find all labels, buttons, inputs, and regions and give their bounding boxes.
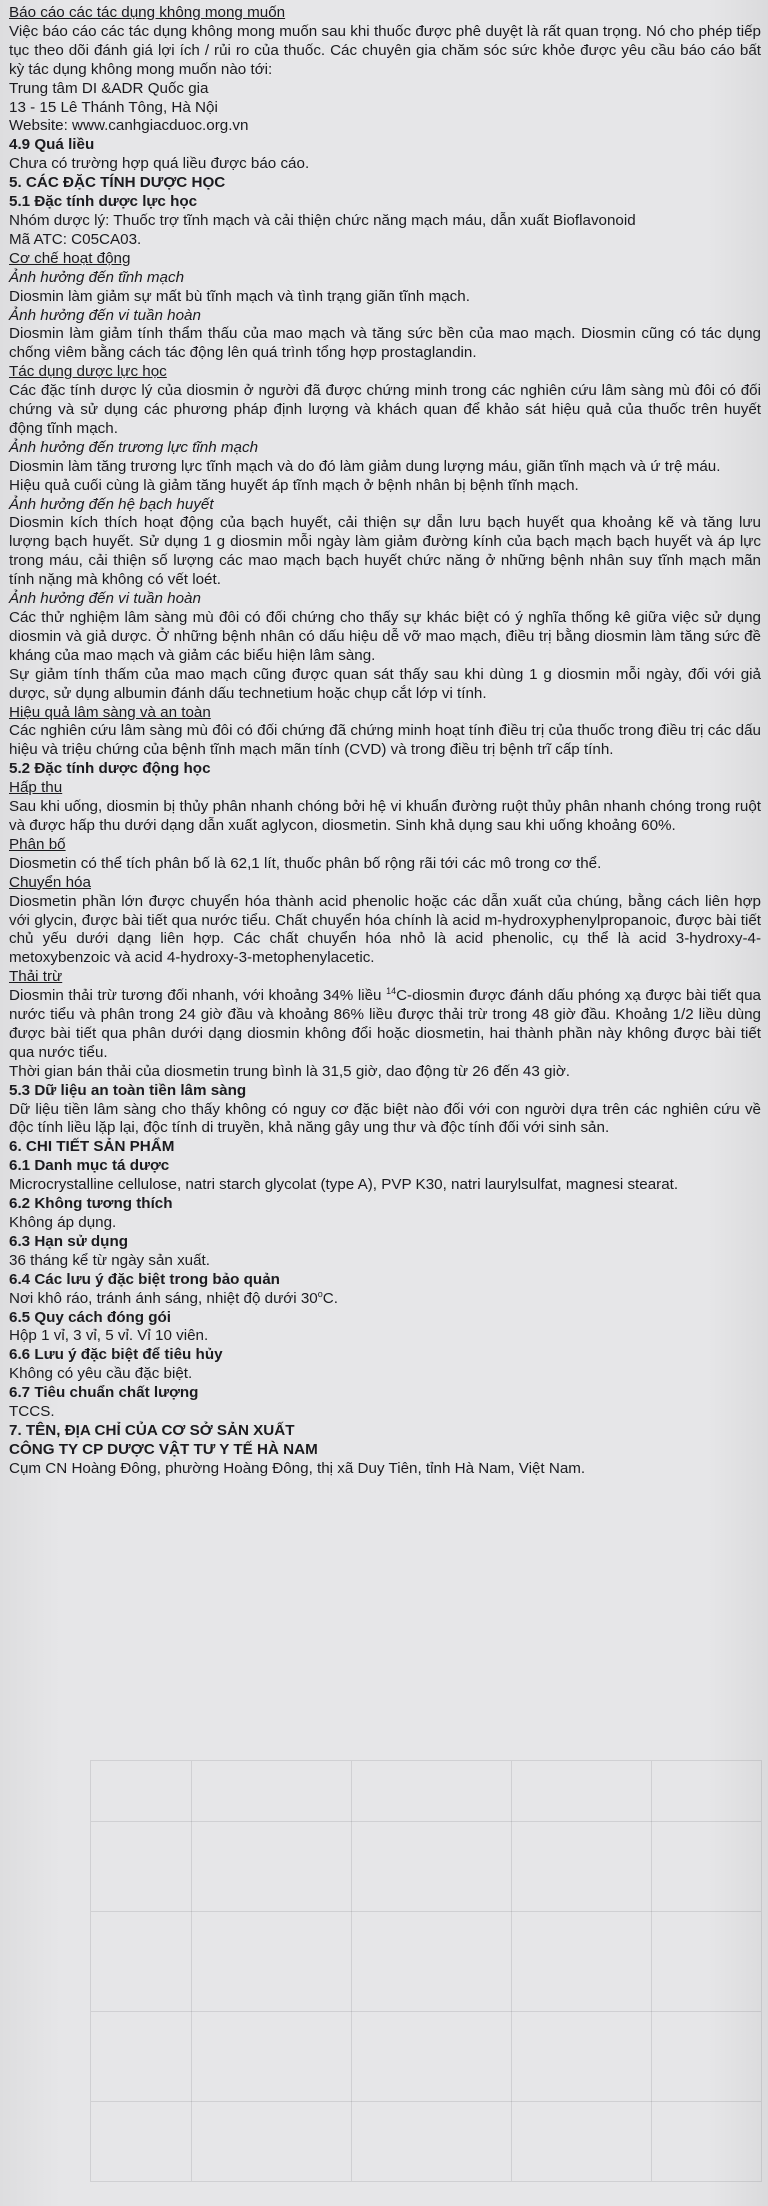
section-6-6-title: 6.6 Lưu ý đặc biệt để tiêu hủy [9, 1346, 223, 1364]
venous-tone-title: Ảnh hưởng đến trương lực tĩnh mạch [9, 438, 259, 456]
clinical-efficacy-body: Các nghiên cứu lâm sàng mù đôi có đối chứng đã chứng minh hoạt tính điều trị của thuốc trong điều trị các dấu hiệu và triệu chứng của bệnh tĩnh mạch mãn tính (CVD) và trong điều trị bệnh trĩ cấp tính. [9, 722, 761, 759]
section-6-3-title: 6.3 Hạn sử dụng [9, 1232, 129, 1250]
storage-body-part-2: C. [322, 1289, 338, 1307]
elimination-body [9, 987, 761, 1063]
venous-effect-body: Diosmin làm giảm sự mất bù tĩnh mạch và tình trạng giãn tĩnh mạch. [9, 287, 470, 305]
absorption-title: Hấp thu [9, 779, 63, 797]
report-center: Trung tâm DI &ADR Quốc gia [9, 79, 209, 97]
microcirculation-2-body-2: Sự giảm tính thấm của mao mạch cũng được quan sát thấy sau khi dùng 1 g diosmin mỗi ngày, đối với giả dược, sử dụng albumin đánh dấu technetium hoặc chụp cắt lớp vi tính. [9, 665, 761, 702]
venous-tone-result: Hiệu quả cuối cùng là giảm tăng huyết áp tĩnh mạch ở bệnh nhân bị bệnh tĩnh mạch. [9, 476, 579, 494]
clinical-efficacy-title: Hiệu quả lâm sàng và an toàn [9, 703, 211, 721]
section-6-5-title: 6.5 Quy cách đóng gói [9, 1308, 172, 1326]
absorption-body: Sau khi uống, diosmin bị thủy phân nhanh chóng bởi hệ vi khuẩn đường ruột thủy phân nhanh chóng trong ruột và được hấp thu dưới dạng dẫn xuất aglycon, diosmetin. Sinh khả dụng sau khi uống khoảng 60%. [9, 798, 761, 834]
microcirculation-title: Ảnh hưởng đến vi tuần hoàn [9, 306, 201, 324]
pharmacologic-group: Nhóm dược lý: Thuốc trợ tĩnh mạch và cải thiện chức năng mạch máu, dẫn xuất Bioflavonoid [9, 211, 636, 229]
manufacturer-name: CÔNG TY CP DƯỢC VẬT TƯ Y TẾ HÀ NAM [9, 1440, 318, 1458]
section-5-3-title: 5.3 Dữ liệu an toàn tiền lâm sàng [9, 1081, 247, 1099]
degree-superscript: o [317, 1288, 323, 1299]
mechanism-title: Cơ chế hoạt động [9, 249, 131, 267]
section-6-6-body: Không có yêu cầu đặc biệt. [9, 1365, 193, 1383]
microcirculation-body: Diosmin làm giảm tính thẩm thấu của mao mạch và tăng sức bền của mao mạch. Diosmin cũng có tác dụng chống viêm bằng cách tác động lên quá trình tổng hợp prostaglandin. [9, 325, 761, 362]
section-6-title: 6. CHI TIẾT SẢN PHẨM [9, 1138, 175, 1156]
reverse-side-table-bleed-through [90, 1760, 762, 2182]
section-6-1-body: Microcrystalline cellulose, natri starch glycolat (type A), PVP K30, natri laurylsulfat, magnesi stearat. [9, 1176, 679, 1194]
lymphatic-effect-body: Diosmin kích thích hoạt động của bạch huyết, cải thiện sự dẫn lưu bạch huyết qua khoảng kẽ và tăng lưu lượng bạch huyết. Sử dụng 1 g diosmin mỗi ngày làm giảm đường kính của bạch mạch bạch huyết và áp lực trong máu, cải thiện số lượng các mao mạch bạch huyết chức năng ở những bệnh nhân suy tĩnh mạch mãn tính nặng mà không có vết loét. [9, 514, 761, 589]
pharmacodynamic-effects-body: Các đặc tính dược lý của diosmin ở người đã được chứng minh trong các nghiên cứu lâm sàng mù đôi có đối chứng và sử dụng các phương pháp định lượng và khách quan để khảo sát hiệu quả của thuốc trên huyết động tĩnh mạch. [9, 382, 761, 437]
section-5-2-title: 5.2 Đặc tính dược động học [9, 760, 211, 778]
elimination-title: Thải trừ [9, 968, 63, 986]
metabolism-body: Diosmetin phần lớn được chuyển hóa thành acid phenolic hoặc các dẫn xuất của chúng, bằng cách liên hợp với glycin, được bài tiết qua nước tiểu. Chất chuyển hóa chính là acid m-hydroxyphenylpropanoic, được bài tiết chủ yếu dưới dạng liên hợp. Các chất chuyển hóa nhỏ là acid phenolic, cụ thể là acid 3-hydroxy-4-metoxybenzoic và acid 4-hydroxy-3-metophenylacetic. [9, 892, 761, 967]
venous-tone-body: Diosmin làm tăng trương lực tĩnh mạch và do đó làm giảm dung lượng máu, giãn tĩnh mạch và ứ trệ máu. [9, 457, 721, 475]
section-5-1-title: 5.1 Đặc tính dược lực học [9, 193, 198, 211]
pharmacodynamic-effects-title: Tác dụng dược lực học [9, 363, 167, 381]
distribution-body: Diosmetin có thể tích phân bố là 62,1 lít, thuốc phân bố rộng rãi tới các mô trong cơ thể. [9, 854, 602, 872]
atc-code: Mã ATC: C05CA03. [9, 230, 142, 248]
section-6-5-body: Hộp 1 vỉ, 3 vỉ, 5 vỉ. Vỉ 10 viên. [9, 1327, 209, 1345]
section-6-3-body: 36 tháng kể từ ngày sản xuất. [9, 1251, 210, 1269]
section-5-title: 5. CÁC ĐẶC TÍNH DƯỢC HỌC [9, 174, 226, 192]
section-6-2-body: Không áp dụng. [9, 1214, 117, 1231]
section-4-9-title: 4.9 Quá liều [9, 136, 95, 154]
report-website: Website: www.canhgiacduoc.org.vn [9, 117, 249, 135]
storage-body-part-1: Nơi khô ráo, tránh ánh sáng, nhiệt độ dưới 30 [9, 1289, 318, 1307]
section-6-2-title: 6.2 Không tương thích [9, 1195, 173, 1213]
report-body: Việc báo cáo các tác dụng không mong muốn sau khi thuốc được phê duyệt là rất quan trọng. Nó cho phép tiếp tục theo dõi đánh giá lợi ích / rủi ro của thuốc. Các chuyên gia chăm sóc sức khỏe được yêu cầu báo cáo bất kỳ tác dụng không mong muốn nào tới: [9, 22, 761, 78]
section-6-1-title: 6.1 Danh mục tá dược [9, 1157, 170, 1175]
section-6-7-title: 6.7 Tiêu chuẩn chất lượng [9, 1384, 199, 1402]
microcirculation-2-body: Các thử nghiệm lâm sàng mù đôi có đối chứng cho thấy sự khác biệt có ý nghĩa thống kê giữa việc sử dụng diosmin và giả dược. Ở những bệnh nhân có dấu hiệu dễ vỡ mao mạch, điều trị bằng diosmin làm tăng sức đề kháng của mao mạch và giảm các biểu hiện lâm sàng. [9, 609, 761, 664]
section-6-7-body: TCCS. [9, 1403, 55, 1421]
section-4-9-body: Chưa có trường hợp quá liều được báo cáo. [9, 155, 310, 173]
section-7-title: 7. TÊN, ĐỊA CHỈ CỦA CƠ SỞ SẢN XUẤT [9, 1421, 295, 1439]
leaflet-text [9, 4, 761, 1479]
microcirculation-2-title: Ảnh hưởng đến vi tuần hoàn [9, 590, 201, 608]
lymphatic-effect-title: Ảnh hưởng đến hệ bạch huyết [9, 495, 214, 513]
elimination-half-life: Thời gian bán thải của diosmetin trung bình là 31,5 giờ, dao động từ 26 đến 43 giờ. [9, 1062, 571, 1080]
section-6-4-body [9, 1290, 761, 1309]
venous-effect-title: Ảnh hưởng đến tĩnh mạch [9, 268, 185, 286]
elimination-body-part-1: Diosmin thải trừ tương đối nhanh, với khoảng 34% liều [9, 987, 387, 1005]
metabolism-title: Chuyển hóa [9, 873, 91, 891]
section-6-4-title: 6.4 Các lưu ý đặc biệt trong bảo quản [9, 1270, 280, 1288]
section-5-3-body: Dữ liệu tiền lâm sàng cho thấy không có nguy cơ đặc biệt nào đối với con người dựa trên các nghiên cứu về độc tính liều lặp lại, độc tính di truyền, khả năng gây ung thư và độc tính đối với sinh sản. [9, 1100, 761, 1137]
elimination-body-part-2: C-diosmin được đánh dấu phóng xạ được bài tiết qua nước tiểu và phân trong 24 giờ đầu và khoảng 86% liều được thải trừ trong 48 giờ đầu. Khoảng 1/2 liều dùng được bài tiết qua phân dưới dạng diosmin không đổi hoặc diosmetin, hai thành phần này không được bài tiết qua nước tiểu. [9, 987, 762, 1061]
report-heading: Báo cáo các tác dụng không mong muốn [9, 4, 286, 21]
report-address: 13 - 15 Lê Thánh Tông, Hà Nội [9, 98, 218, 116]
isotope-superscript: 14 [386, 986, 397, 997]
manufacturer-address: Cụm CN Hoàng Đông, phường Hoàng Đông, thị xã Duy Tiên, tỉnh Hà Nam, Việt Nam. [9, 1459, 586, 1477]
distribution-title: Phân bố [9, 835, 66, 853]
